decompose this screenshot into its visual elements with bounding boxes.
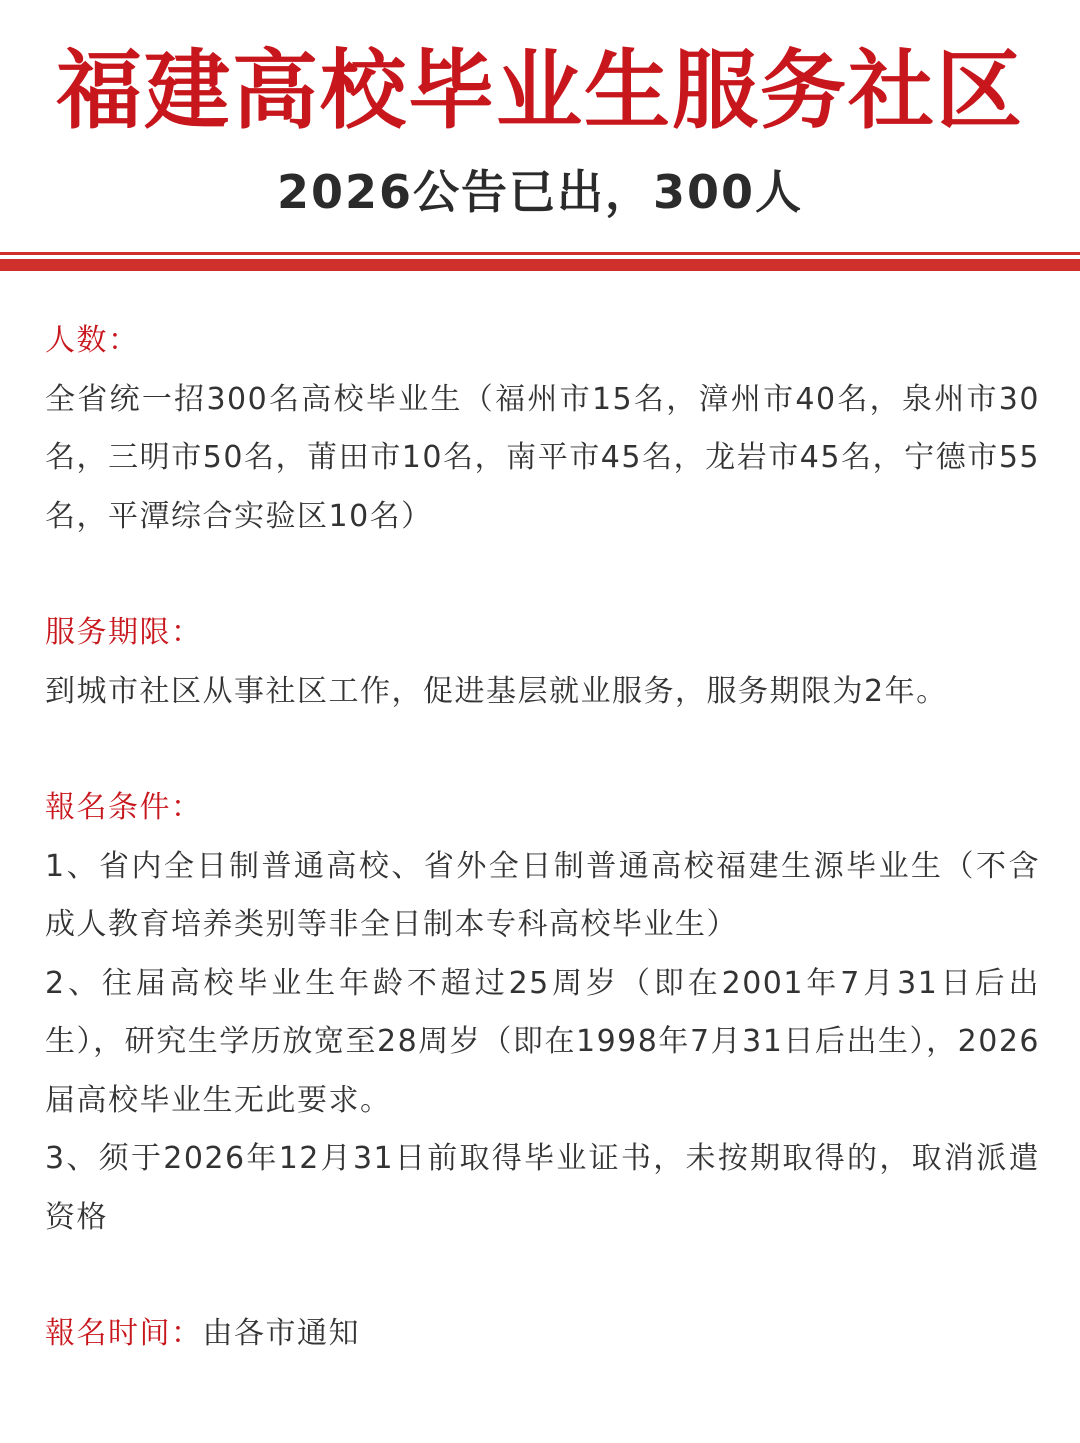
section-headcount bbox=[45, 312, 1040, 546]
requirement-item-2: 2、往届高校毕业生年龄不超过25周岁（即在2001年7月31日后出生），研究生学历放宽至28周岁（即在1998年7月31日后出生），2026届高校毕业生无此要求。 bbox=[45, 965, 1040, 1118]
spacer bbox=[45, 546, 1040, 604]
section-requirements bbox=[45, 779, 1040, 1247]
service-period-text: 到城市社区从事社区工作，促进基层就业服务，服务期限为2年。 bbox=[45, 673, 948, 709]
spacer bbox=[45, 1247, 1040, 1305]
section-service-period bbox=[45, 604, 1040, 721]
requirement-item-3: 3、须于2026年12月31日前取得毕业证书，未按期取得的，取消派遣资格 bbox=[45, 1141, 1040, 1235]
announcement-content bbox=[45, 312, 1040, 1364]
registration-time-line bbox=[45, 1305, 1040, 1364]
section-label-service-period: 服务期限： bbox=[45, 615, 203, 650]
section-label-headcount: 人数： bbox=[45, 323, 140, 358]
page-title: 福建高校毕业生服务社区 bbox=[56, 41, 1024, 141]
section-label-registration-time: 報名时间： bbox=[45, 1316, 203, 1351]
headcount-text: 全省统一招300名高校毕业生（福州市15名，漳州市40名，泉州市30名，三明市50名，莆田市10名，南平市45名，龙岩市45名，宁德市55名，平潭综合实验区10名） bbox=[45, 381, 1040, 534]
header-divider-thick bbox=[0, 259, 1080, 271]
registration-time-value: 由各市通知 bbox=[202, 1316, 360, 1351]
section-label-requirements: 報名条件： bbox=[45, 790, 203, 825]
header bbox=[0, 0, 1080, 272]
header-divider-thin bbox=[0, 252, 1080, 255]
requirement-item-1: 1、省内全日制普通高校、省外全日制普通高校福建生源毕业生（不含成人教育培养类别等非全日制本专科高校毕业生） bbox=[45, 848, 1040, 942]
spacer bbox=[45, 721, 1040, 779]
page-subtitle: 2026公告已出，300人 bbox=[276, 165, 804, 219]
section-registration-time bbox=[45, 1305, 1040, 1364]
